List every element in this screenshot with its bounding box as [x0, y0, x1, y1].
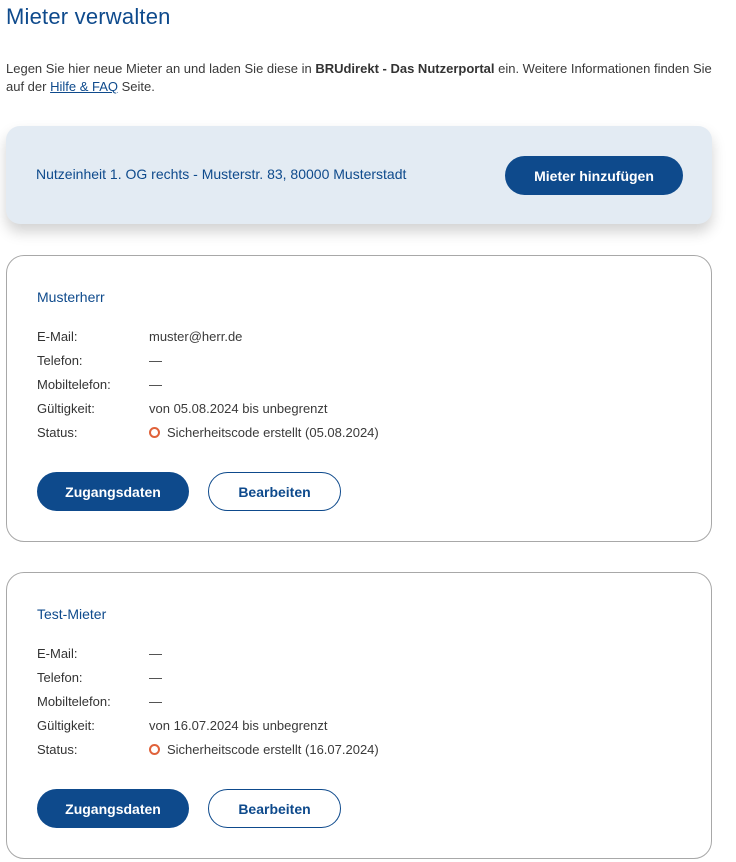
access-data-button[interactable]: Zugangsdaten [37, 472, 189, 511]
access-data-button[interactable]: Zugangsdaten [37, 789, 189, 828]
validity-label: Gültigkeit: [37, 718, 95, 733]
validity-label: Gültigkeit: [37, 401, 95, 416]
status-text: Sicherheitscode erstellt (05.08.2024) [167, 425, 379, 440]
phone-label: Telefon: [37, 353, 83, 368]
validity-value: von 16.07.2024 bis unbegrenzt [149, 718, 328, 733]
tenant-card [6, 255, 712, 542]
intro-brand: BRUdirekt [315, 61, 379, 76]
intro-separator: - [378, 61, 391, 76]
edit-button[interactable]: Bearbeiten [208, 789, 341, 828]
email-label: E-Mail: [37, 646, 78, 661]
mobile-label: Mobiltelefon: [37, 377, 111, 392]
email-value: — [149, 646, 162, 661]
status-value [149, 741, 379, 759]
status-label: Status: [37, 742, 78, 757]
validity-value: von 05.08.2024 bis unbegrenzt [149, 401, 328, 416]
status-circle-icon [149, 427, 160, 438]
intro-text [6, 60, 722, 96]
tenant-name: Test-Mieter [37, 606, 107, 622]
phone-value: — [149, 670, 162, 685]
intro-portal-name: Das Nutzerportal [390, 61, 495, 76]
help-faq-link[interactable]: Hilfe & FAQ [50, 79, 119, 94]
edit-button[interactable]: Bearbeiten [208, 472, 341, 511]
phone-label: Telefon: [37, 670, 83, 685]
mobile-value: — [149, 377, 162, 392]
phone-value: — [149, 353, 162, 368]
mobile-value: — [149, 694, 162, 709]
intro-part-1: Legen Sie hier neue Mieter an und laden Sie diese in [6, 61, 316, 76]
add-tenant-button[interactable]: Mieter hinzufügen [505, 156, 683, 195]
mobile-label: Mobiltelefon: [37, 694, 111, 709]
page-title: Mieter verwalten [6, 4, 171, 29]
status-circle-icon [149, 744, 160, 755]
email-value: muster@herr.de [149, 329, 243, 344]
unit-label: Nutzeinheit 1. OG rechts - Musterstr. 83, 80000 Musterstadt [36, 166, 407, 182]
email-label: E-Mail: [37, 329, 78, 344]
status-value [149, 424, 379, 442]
intro-part-4: Seite. [118, 79, 155, 94]
status-text: Sicherheitscode erstellt (16.07.2024) [167, 742, 379, 757]
intro-part-3: ein. Weitere Informationen finden Sie auf der [6, 61, 712, 94]
unit-bar [6, 126, 712, 224]
status-label: Status: [37, 425, 78, 440]
tenant-name: Musterherr [37, 289, 105, 305]
tenant-card [6, 572, 712, 859]
